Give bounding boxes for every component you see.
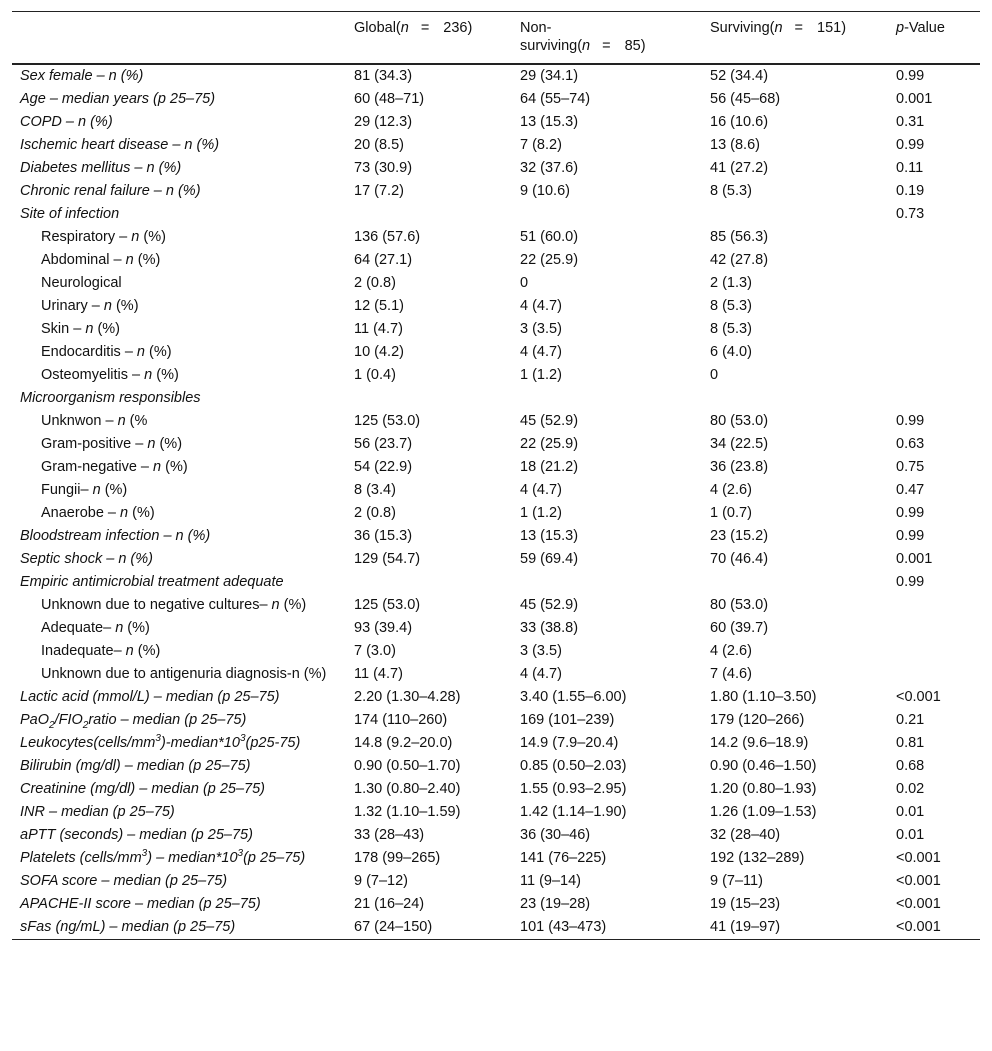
value-global: 20 (8.5) <box>354 137 404 153</box>
value-non-surviving: 64 (55–74) <box>520 91 591 107</box>
row-label: Anaerobe – n (%) <box>41 505 155 521</box>
p-value <box>888 387 980 410</box>
row-label: INR – median (p 25–75) <box>20 804 175 820</box>
table-row <box>12 755 980 778</box>
value-global <box>346 203 512 226</box>
value-global <box>346 387 512 410</box>
value-non-surviving: 29 (34.1) <box>520 68 579 84</box>
value-surviving: 16 (10.6) <box>710 114 769 130</box>
table-row <box>12 571 980 594</box>
p-value: 0.63 <box>896 436 925 452</box>
row-label: Gram-positive – n (%) <box>41 436 183 452</box>
value-non-surviving <box>512 387 702 410</box>
p-value: 0.01 <box>896 804 925 820</box>
value-surviving: 32 (28–40) <box>710 827 781 843</box>
value-surviving: 85 (56.3) <box>710 229 769 245</box>
p-value <box>888 226 980 249</box>
value-global: 2 (0.8) <box>354 275 396 291</box>
value-surviving: 42 (27.8) <box>710 252 769 268</box>
value-global: 17 (7.2) <box>354 183 404 199</box>
value-global: 1.32 (1.10–1.59) <box>354 804 461 820</box>
value-surviving: 41 (27.2) <box>710 160 769 176</box>
row-label: Abdominal – n (%) <box>41 252 161 268</box>
table-row <box>12 640 980 663</box>
value-global: 60 (48–71) <box>354 91 425 107</box>
row-label: sFas (ng/mL) – median (p 25–75) <box>20 919 236 935</box>
row-label: Osteomyelitis – n (%) <box>41 367 179 383</box>
p-value: 0.99 <box>896 528 925 544</box>
table-row <box>12 249 980 272</box>
table-row <box>12 525 980 548</box>
row-label: Skin – n (%) <box>41 321 121 337</box>
value-non-surviving: 9 (10.6) <box>520 183 570 199</box>
value-non-surviving: 51 (60.0) <box>520 229 579 245</box>
value-non-surviving: 7 (8.2) <box>520 137 562 153</box>
p-value: 0.001 <box>896 91 933 107</box>
value-surviving: 4 (2.6) <box>710 482 752 498</box>
row-label: aPTT (seconds) – median (p 25–75) <box>20 827 253 843</box>
value-global: 64 (27.1) <box>354 252 413 268</box>
table-row <box>12 594 980 617</box>
p-value: <0.001 <box>896 873 941 889</box>
value-non-surviving: 33 (38.8) <box>520 620 579 636</box>
value-surviving: 2 (1.3) <box>710 275 752 291</box>
table-container <box>12 11 980 940</box>
value-surviving: 179 (120–266) <box>710 712 805 728</box>
table-row <box>12 318 980 341</box>
value-non-surviving: 13 (15.3) <box>520 114 579 130</box>
value-surviving: 9 (7–11) <box>710 873 763 889</box>
row-label: Bloodstream infection – n (%) <box>20 528 211 544</box>
p-value <box>888 272 980 295</box>
value-surviving: 7 (4.6) <box>710 666 752 682</box>
p-value <box>888 594 980 617</box>
value-global: 81 (34.3) <box>354 68 413 84</box>
table-row <box>12 686 980 709</box>
table-row <box>12 433 980 456</box>
header-surviving: Surviving(n = 151) <box>710 20 847 36</box>
table-row <box>12 824 980 847</box>
value-non-surviving: 13 (15.3) <box>520 528 579 544</box>
value-non-surviving: 11 (9–14) <box>520 873 581 889</box>
p-value: 0.02 <box>896 781 925 797</box>
value-non-surviving: 0 <box>520 275 529 291</box>
value-surviving: 1.26 (1.09–1.53) <box>710 804 817 820</box>
value-surviving: 6 (4.0) <box>710 344 752 360</box>
value-global: 9 (7–12) <box>354 873 409 889</box>
row-label: Unknwon – n (% <box>41 413 148 429</box>
value-non-surviving: 1.42 (1.14–1.90) <box>520 804 627 820</box>
row-label: Ischemic heart disease – n (%) <box>20 137 220 153</box>
table-header <box>12 12 980 65</box>
row-label: Sex female – n (%) <box>20 68 144 84</box>
table-row <box>12 88 980 111</box>
table-row <box>12 502 980 525</box>
p-value: <0.001 <box>896 689 941 705</box>
value-surviving: 8 (5.3) <box>710 183 752 199</box>
value-non-surviving: 23 (19–28) <box>520 896 591 912</box>
row-label: Chronic renal failure – n (%) <box>20 183 201 199</box>
table-row <box>12 479 980 502</box>
value-global: 0.90 (0.50–1.70) <box>354 758 461 774</box>
value-surviving: 8 (5.3) <box>710 321 752 337</box>
value-global: 1.30 (0.80–2.40) <box>354 781 461 797</box>
value-global: 93 (39.4) <box>354 620 413 636</box>
table-row <box>12 732 980 755</box>
value-global: 2.20 (1.30–4.28) <box>354 689 461 705</box>
table-row <box>12 893 980 916</box>
value-surviving <box>702 387 888 410</box>
value-global: 10 (4.2) <box>354 344 404 360</box>
p-value: 0.11 <box>896 160 924 176</box>
table-row <box>12 111 980 134</box>
value-global: 178 (99–265) <box>354 850 441 866</box>
table-row <box>12 617 980 640</box>
p-value: <0.001 <box>896 896 941 912</box>
row-label: SOFA score – median (p 25–75) <box>20 873 228 889</box>
value-global: 12 (5.1) <box>354 298 404 314</box>
row-label: Septic shock – n (%) <box>20 551 153 567</box>
table-row <box>12 410 980 433</box>
row-label: Adequate– n (%) <box>41 620 150 636</box>
value-global: 136 (57.6) <box>354 229 421 245</box>
table-row <box>12 870 980 893</box>
value-surviving: 19 (15–23) <box>710 896 781 912</box>
value-surviving: 1 (0.7) <box>710 505 752 521</box>
p-value <box>888 617 980 640</box>
p-value <box>888 364 980 387</box>
row-label: Platelets $(cells/mm^3)$ – $median*10^3(p$ 25–75) <box>20 848 306 866</box>
p-value <box>888 640 980 663</box>
value-surviving: 8 (5.3) <box>710 298 752 314</box>
row-label: Site of infection <box>20 206 120 222</box>
value-surviving: 34 (22.5) <box>710 436 769 452</box>
p-value: 0.73 <box>896 206 925 222</box>
value-surviving: 0 <box>710 367 719 383</box>
value-surviving: 41 (19–97) <box>710 919 781 935</box>
row-label: Unknown due to negative cultures– n (%) <box>41 597 307 613</box>
row-label: Endocarditis – n (%) <box>41 344 172 360</box>
value-global: 129 (54.7) <box>354 551 421 567</box>
value-non-surviving: 22 (25.9) <box>520 436 579 452</box>
value-non-surviving: 169 (101–239) <box>520 712 615 728</box>
value-surviving: 70 (46.4) <box>710 551 769 567</box>
value-surviving: 80 (53.0) <box>710 597 769 613</box>
value-non-surviving: 3 (3.5) <box>520 321 562 337</box>
value-surviving: 23 (15.2) <box>710 528 769 544</box>
table-row <box>12 548 980 571</box>
value-non-surviving: 18 (21.2) <box>520 459 579 475</box>
value-global: 73 (30.9) <box>354 160 413 176</box>
value-non-surviving: 22 (25.9) <box>520 252 579 268</box>
value-global: 174 (110–260) <box>354 712 448 728</box>
value-non-surviving <box>512 571 702 594</box>
table-row <box>12 663 980 686</box>
value-surviving: 0.90 (0.46–1.50) <box>710 758 817 774</box>
value-non-surviving: 141 (76–225) <box>520 850 607 866</box>
value-surviving: 14.2 (9.6–18.9) <box>710 735 809 751</box>
row-label: Diabetes mellitus – n (%) <box>20 160 182 176</box>
value-surviving: 36 (23.8) <box>710 459 769 475</box>
p-value: 0.99 <box>896 137 925 153</box>
value-non-surviving: 36 (30–46) <box>520 827 591 843</box>
value-non-surviving: 4 (4.7) <box>520 666 562 682</box>
value-global: 125 (53.0) <box>354 597 421 613</box>
value-surviving: 1.80 (1.10–3.50) <box>710 689 817 705</box>
value-non-surviving: 14.9 (7.9–20.4) <box>520 735 619 751</box>
value-global: 125 (53.0) <box>354 413 421 429</box>
value-surviving: 192 (132–289) <box>710 850 805 866</box>
p-value: 0.99 <box>896 413 925 429</box>
value-surviving <box>702 571 888 594</box>
header-variable <box>12 12 346 65</box>
value-non-surviving: 1 (1.2) <box>520 367 562 383</box>
value-surviving <box>702 203 888 226</box>
value-global: 8 (3.4) <box>354 482 396 498</box>
p-value: 0.21 <box>896 712 925 728</box>
table-row <box>12 134 980 157</box>
p-value: 0.01 <box>896 827 925 843</box>
table-row <box>12 387 980 410</box>
p-value: 0.99 <box>896 505 925 521</box>
row-label: Bilirubin (mg/dl) – median (p 25–75) <box>20 758 251 774</box>
table-row <box>12 203 980 226</box>
table-body <box>12 64 980 940</box>
value-global: 14.8 (9.2–20.0) <box>354 735 453 751</box>
row-label: Unknown due to antigenuria diagnosis-n (%) <box>41 666 327 682</box>
header-global: Global(n = 236) <box>354 20 473 36</box>
row-label: Age – median years (p 25–75) <box>20 91 216 107</box>
value-global: 2 (0.8) <box>354 505 396 521</box>
value-global: 7 (3.0) <box>354 643 396 659</box>
row-label: Empiric antimicrobial treatment adequate <box>20 574 284 590</box>
p-value: 0.19 <box>896 183 925 199</box>
row-label: Urinary – n (%) <box>41 298 139 314</box>
row-label: Creatinine (mg/dl) – median (p 25–75) <box>20 781 266 797</box>
value-global: 33 (28–43) <box>354 827 425 843</box>
value-surviving: 1.20 (0.80–1.93) <box>710 781 817 797</box>
row-label: Microorganism responsibles <box>20 390 201 406</box>
row-label: Lactic acid (mmol/L) – median (p 25–75) <box>20 689 280 705</box>
value-non-surviving: 0.85 (0.50–2.03) <box>520 758 627 774</box>
p-value: 0.81 <box>896 735 925 751</box>
value-non-surviving: 1 (1.2) <box>520 505 562 521</box>
value-non-surviving: 32 (37.6) <box>520 160 579 176</box>
value-non-surviving: 4 (4.7) <box>520 482 562 498</box>
value-global: 29 (12.3) <box>354 114 413 130</box>
header-non-surviving: Non- surviving(n = 85) <box>520 20 646 54</box>
value-surviving: 60 (39.7) <box>710 620 769 636</box>
table-row <box>12 64 980 88</box>
p-value: <0.001 <box>896 850 941 866</box>
value-surviving: 13 (8.6) <box>710 137 760 153</box>
table-row <box>12 364 980 387</box>
p-value: 0.75 <box>896 459 925 475</box>
row-label: Neurological <box>41 275 122 291</box>
baseline-characteristics-table <box>12 11 980 940</box>
value-non-surviving: 4 (4.7) <box>520 344 562 360</box>
row-label: COPD – n (%) <box>20 114 113 130</box>
value-non-surviving: 45 (52.9) <box>520 597 579 613</box>
p-value: <0.001 <box>896 919 941 935</box>
table-row <box>12 341 980 364</box>
value-non-surviving: 3 (3.5) <box>520 643 562 659</box>
p-value: 0.47 <box>896 482 925 498</box>
row-label: $PaO_2/FIO_2ratio$ – median (p 25–75) <box>20 712 247 731</box>
p-value <box>888 295 980 318</box>
table-row <box>12 801 980 824</box>
table-row <box>12 180 980 203</box>
p-value: 0.001 <box>896 551 933 567</box>
value-global: 1 (0.4) <box>354 367 396 383</box>
value-global: 36 (15.3) <box>354 528 413 544</box>
table-row <box>12 272 980 295</box>
row-label: Inadequate– n (%) <box>41 643 161 659</box>
table-row <box>12 709 980 732</box>
p-value: 0.31 <box>896 114 925 130</box>
value-global: 54 (22.9) <box>354 459 413 475</box>
p-value <box>888 663 980 686</box>
table-row <box>12 456 980 479</box>
value-surviving: 4 (2.6) <box>710 643 752 659</box>
table-row <box>12 778 980 801</box>
row-label: APACHE-II score – median (p 25–75) <box>20 896 261 912</box>
table-row <box>12 157 980 180</box>
p-value: 0.68 <box>896 758 925 774</box>
value-non-surviving: 101 (43–473) <box>520 919 607 935</box>
value-non-surviving: 3.40 (1.55–6.00) <box>520 689 627 705</box>
p-value <box>888 318 980 341</box>
value-non-surviving: 4 (4.7) <box>520 298 562 314</box>
value-global: 67 (24–150) <box>354 919 433 935</box>
p-value <box>888 341 980 364</box>
table-row <box>12 916 980 940</box>
value-global: 11 (4.7) <box>354 321 403 337</box>
value-non-surviving: 59 (69.4) <box>520 551 579 567</box>
row-label: $Leukocytes(cells/mm^3)-median*10^3(p25-75)$ <box>20 733 301 751</box>
value-non-surviving: 1.55 (0.93–2.95) <box>520 781 627 797</box>
table-row <box>12 295 980 318</box>
table-row <box>12 847 980 870</box>
value-global: 21 (16–24) <box>354 896 425 912</box>
row-label: Respiratory – n (%) <box>41 229 166 245</box>
p-value: 0.99 <box>896 574 925 590</box>
value-surviving: 56 (45–68) <box>710 91 781 107</box>
table-row <box>12 226 980 249</box>
value-surviving: 52 (34.4) <box>710 68 769 84</box>
value-non-surviving <box>512 203 702 226</box>
header-p-value: p-Value <box>896 20 945 36</box>
value-non-surviving: 45 (52.9) <box>520 413 579 429</box>
value-global: 56 (23.7) <box>354 436 413 452</box>
p-value <box>888 249 980 272</box>
value-surviving: 80 (53.0) <box>710 413 769 429</box>
value-global <box>346 571 512 594</box>
row-label: Fungii– n (%) <box>41 482 128 498</box>
row-label: Gram-negative – n (%) <box>41 459 188 475</box>
p-value: 0.99 <box>896 68 925 84</box>
value-global: 11 (4.7) <box>354 666 403 682</box>
